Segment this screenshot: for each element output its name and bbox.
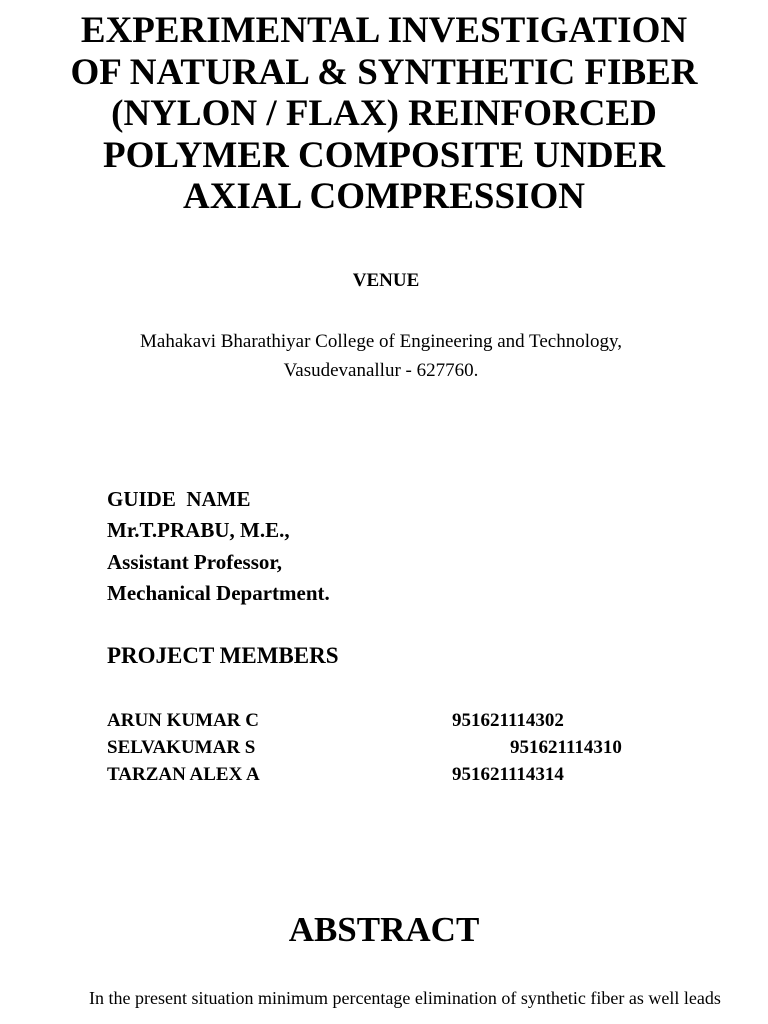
venue-address-line: Mahakavi Bharathiyar College of Engineering and Technology, — [140, 331, 622, 352]
member-register-number: 951621114302 — [452, 710, 564, 731]
member-name: SELVAKUMAR S — [107, 737, 256, 758]
venue-address — [0, 327, 762, 385]
guide-name: Mr.T.PRABU, M.E., — [107, 518, 290, 543]
guide-designation: Assistant Professor, — [107, 549, 283, 574]
title-line: EXPERIMENTAL INVESTIGATION — [80, 10, 688, 51]
venue-heading: VENUE — [352, 270, 420, 291]
member-name: ARUN KUMAR C — [107, 710, 259, 731]
member-register-number: 951621114314 — [452, 764, 564, 785]
member-register-number: 951621114310 — [510, 737, 622, 758]
title-line: (NYLON / FLAX) REINFORCED — [111, 93, 657, 134]
member-row — [0, 761, 768, 788]
title-line: POLYMER COMPOSITE UNDER — [103, 134, 665, 176]
title-line: AXIAL COMPRESSION — [183, 176, 585, 217]
project-members-heading: PROJECT MEMBERS — [107, 643, 339, 668]
member-row — [0, 734, 768, 761]
guide-heading: GUIDE NAME — [107, 487, 251, 511]
guide-block — [107, 484, 330, 609]
title-line: OF NATURAL & SYNTHETIC FIBER — [70, 51, 698, 93]
member-row — [0, 707, 768, 734]
guide-department: Mechanical Department. — [107, 580, 330, 605]
abstract-text: In the present situation minimum percentage elimination of synthetic fiber as well leads — [89, 988, 721, 1008]
abstract-heading: ABSTRACT — [288, 910, 480, 949]
member-name: TARZAN ALEX A — [107, 764, 260, 785]
venue-address-line: Vasudevanallur - 627760. — [283, 360, 479, 381]
document-title — [20, 10, 748, 218]
